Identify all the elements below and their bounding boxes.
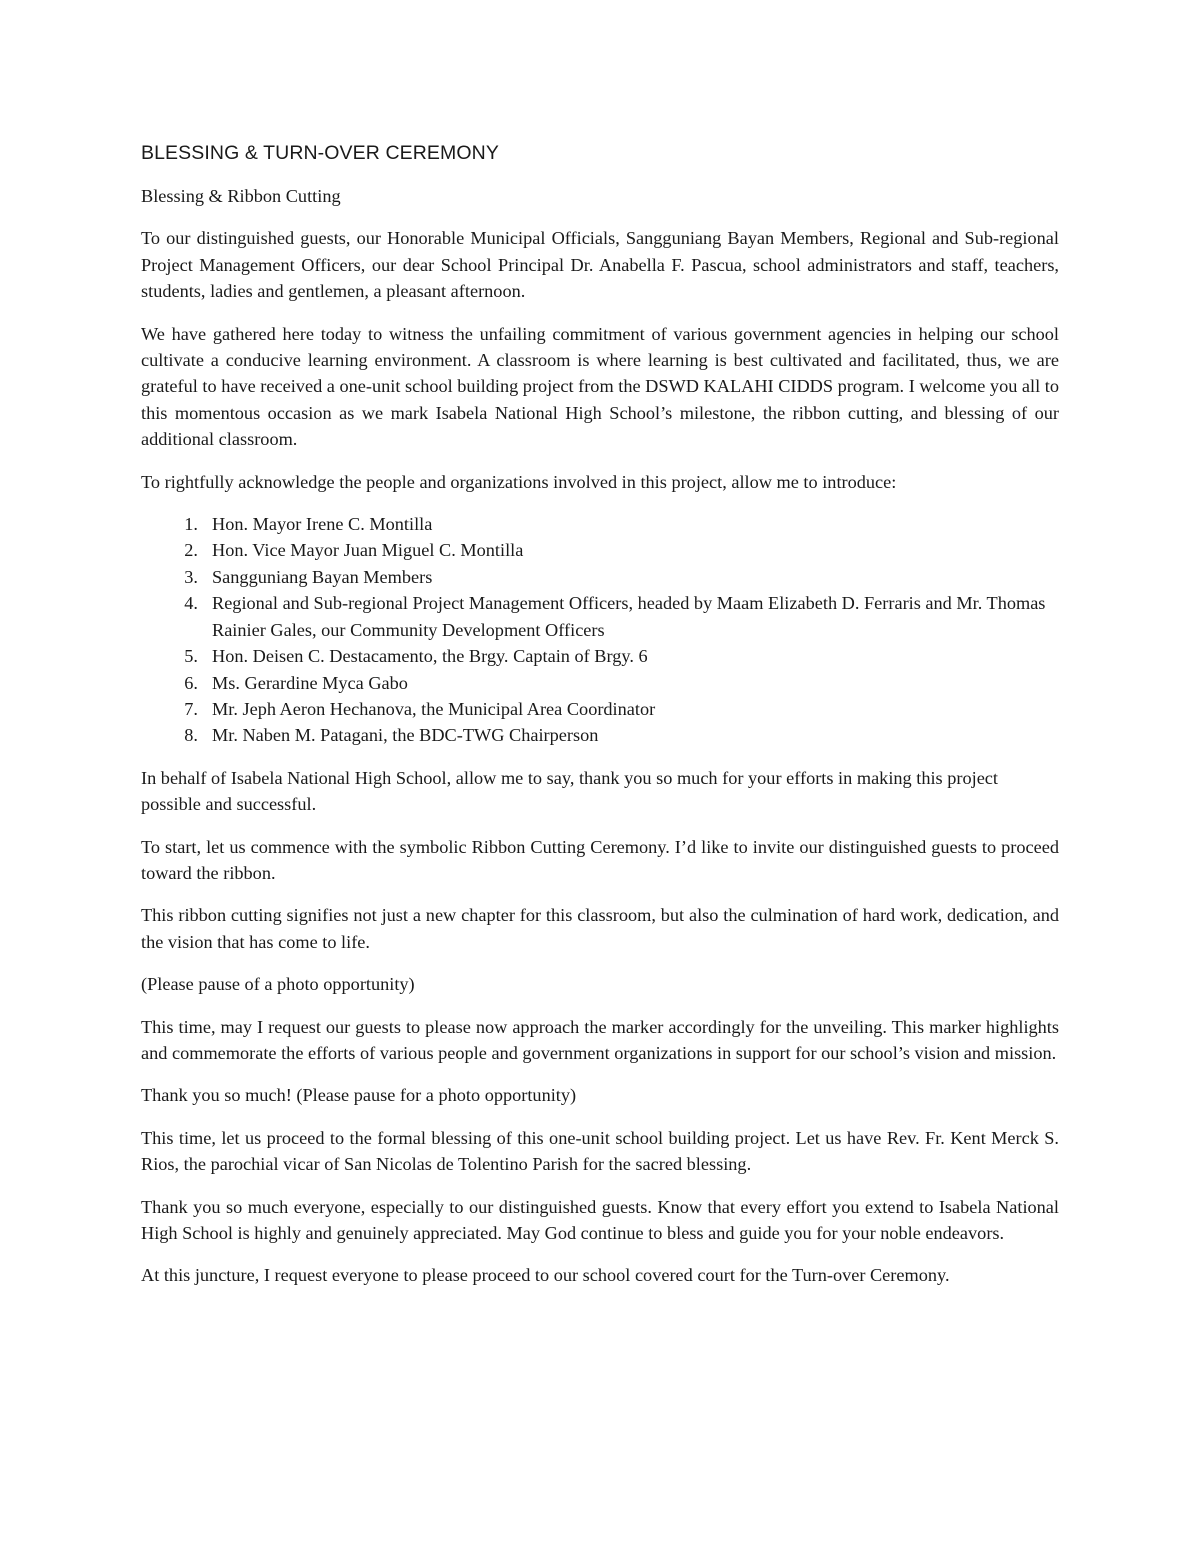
list-item (184, 590, 1059, 643)
list-item-text: Hon. Vice Mayor Juan Miguel C. Montilla (212, 540, 524, 561)
list-item (184, 722, 1059, 748)
document-title: BLESSING & TURN-OVER CEREMONY (141, 142, 499, 164)
list-number: 4. (184, 593, 198, 614)
section-subtitle: Blessing & Ribbon Cutting (141, 186, 341, 206)
list-item (184, 643, 1059, 669)
list-item (184, 670, 1059, 696)
list-item-text: Regional and Sub-regional Project Management Officers, headed by Maam Elizabeth D. Ferraris and Mr. Thomas Rainier Gales, our Community Development Officers (212, 593, 1046, 640)
list-item (184, 564, 1059, 590)
list-number: 8. (184, 725, 198, 746)
blessing-paragraph: This time, let us proceed to the formal blessing of this one-unit school building project. Let us have Rev. Fr. Kent Merck S. Rios, the parochial vicar of San Nicolas de Tolentino Parish for the sacred blessing. (141, 1127, 1059, 1175)
list-number: 1. (184, 514, 198, 535)
thanks-paragraph: In behalf of Isabela National High School, allow me to say, thank you so much for your efforts in making this project possible and successful. (141, 767, 998, 815)
list-item-text: Mr. Jeph Aeron Hechanova, the Municipal Area Coordinator (212, 698, 656, 719)
marker-paragraph: This time, may I request our guests to please now approach the marker accordingly for the unveiling. This marker highlights and commemorate the efforts of various people and government organizations in support for our school’s vision and mission. (141, 1016, 1059, 1063)
list-number: 5. (184, 646, 198, 667)
list-item (184, 537, 1059, 563)
intro-paragraph: We have gathered here today to witness the unfailing commitment of various government agencies in helping our school cultivate a conducive learning environment. A classroom is where learning is best cultivated and facilitated, thus, we are grateful to have received a one-unit school building project from the DSWD KALAHI CIDDS program. I welcome you all to this momentous occasion as we mark Isabela National High School’s milestone, the ribbon cutting, and blessing of our additional classroom. (141, 323, 1059, 450)
ribbon-invite-paragraph: To start, let us commence with the symbolic Ribbon Cutting Ceremony. I’d like to invite our distinguished guests to proceed toward the ribbon. (141, 836, 1059, 883)
list-number: 6. (184, 672, 198, 693)
greeting-paragraph: To our distinguished guests, our Honorable Municipal Officials, Sangguniang Bayan Members, Regional and Sub-regional Project Management Officers, our dear School Principal Dr. Anabella F. Pascua, school administrators and staff, teachers, students, ladies and gentlemen, a pleasant afternoon. (141, 228, 1059, 302)
list-item-text: Mr. Naben M. Patagani, the BDC-TWG Chairperson (212, 725, 599, 746)
list-item (184, 511, 1059, 537)
list-item-text: Ms. Gerardine Myca Gabo (212, 672, 408, 693)
list-item (184, 696, 1059, 722)
acknowledge-paragraph: To rightfully acknowledge the people and organizations involved in this project, allow me to introduce: (141, 471, 897, 492)
ribbon-meaning-paragraph: This ribbon cutting signifies not just a new chapter for this classroom, but also the culmination of hard work, dedication, and the vision that has come to life. (141, 905, 1059, 952)
list-number: 2. (184, 540, 198, 561)
list-number: 3. (184, 566, 198, 587)
photo-pause-thanks: Thank you so much! (Please pause for a photo opportunity) (141, 1085, 577, 1106)
introduction-list (141, 511, 1059, 749)
document-page (141, 140, 1059, 1305)
list-item-text: Hon. Deisen C. Destacamento, the Brgy. Captain of Brgy. 6 (212, 646, 648, 667)
list-number: 7. (184, 698, 198, 719)
turnover-paragraph: At this juncture, I request everyone to please proceed to our school covered court for the Turn-over Ceremony. (141, 1265, 950, 1286)
list-item-text: Sangguniang Bayan Members (212, 566, 433, 587)
list-item-text: Hon. Mayor Irene C. Montilla (212, 514, 433, 535)
photo-pause-note: (Please pause of a photo opportunity) (141, 974, 415, 995)
gratitude-paragraph: Thank you so much everyone, especially to our distinguished guests. Know that every effort you extend to Isabela National High School is highly and genuinely appreciated. May God continue to bless and guide you for your noble endeavors. (141, 1196, 1059, 1243)
